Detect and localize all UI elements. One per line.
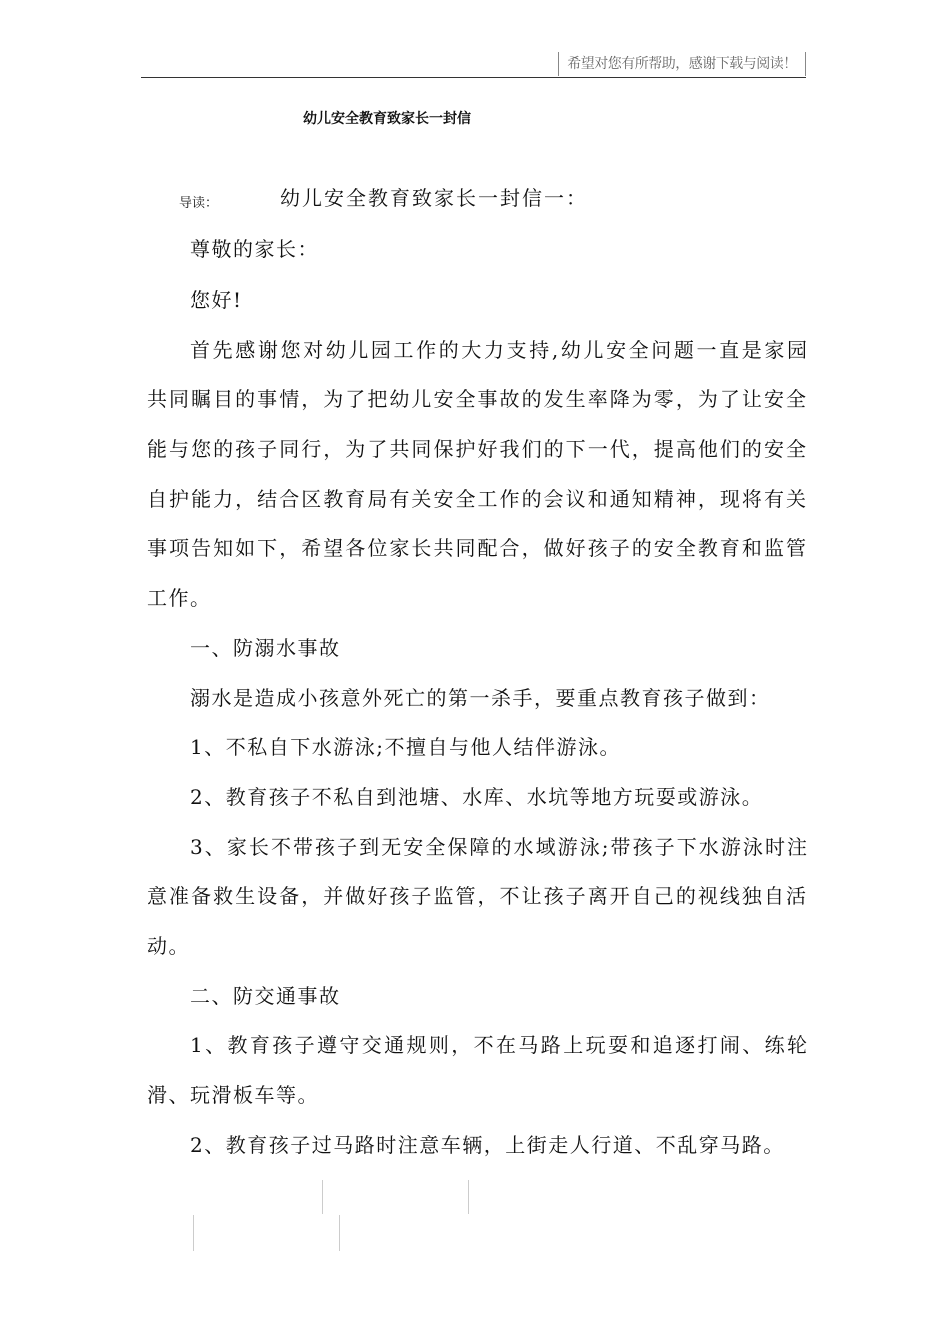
list-item: 1、不私自下水游泳;不擅自与他人结伴游泳。	[190, 735, 621, 759]
table-border-fragment	[468, 1180, 469, 1214]
list-item: 1、教育孩子遵守交通规则，不在马路上玩耍和追逐打闹、练轮	[190, 1033, 807, 1057]
salutation: 尊敬的家长：	[190, 237, 319, 261]
intro-line: 自护能力，结合区教育局有关安全工作的会议和通知精神，现将有关	[147, 487, 806, 511]
table-border-fragment	[339, 1215, 340, 1251]
table-border-fragment	[322, 1180, 323, 1214]
document-title: 幼儿安全教育致家长一封信	[303, 111, 471, 127]
intro-line: 共同瞩目的事情，为了把幼儿安全事故的发生率降为零，为了让安全	[147, 387, 806, 411]
intro-line: 首先感谢您对幼儿园工作的大力支持,幼儿安全问题一直是家园	[190, 338, 807, 362]
letter-subtitle: 幼儿安全教育致家长一封信一：	[280, 186, 588, 210]
section-lead: 溺水是造成小孩意外死亡的第一杀手，要重点教育孩子做到：	[190, 686, 771, 710]
greeting: 您好!	[190, 288, 243, 312]
list-item: 3、家长不带孩子到无安全保障的水域游泳;带孩子下水游泳时注	[190, 835, 807, 859]
intro-line: 能与您的孩子同行，为了共同保护好我们的下一代，提高他们的安全	[147, 437, 806, 461]
intro-line: 工作。	[147, 586, 212, 610]
list-item-continued: 意准备救生设备，并做好孩子监管，不让孩子离开自己的视线独自活	[147, 884, 806, 908]
list-item-continued: 滑、玩滑板车等。	[147, 1083, 319, 1107]
section-heading-drowning: 一、防溺水事故	[190, 636, 341, 660]
header-rule	[141, 77, 806, 78]
intro-line: 事项告知如下，希望各位家长共同配合，做好孩子的安全教育和监管	[147, 536, 806, 560]
list-item: 2、教育孩子不私自到池塘、水库、水坑等地方玩耍或游泳。	[190, 785, 764, 809]
list-item: 2、教育孩子过马路时注意车辆，上街走人行道、不乱穿马路。	[190, 1133, 785, 1157]
section-heading-traffic: 二、防交通事故	[190, 984, 341, 1008]
header-tagline: 希望对您有所帮助，感谢下载与阅读！	[558, 52, 806, 76]
table-border-fragment	[193, 1215, 194, 1251]
list-item-continued: 动。	[147, 934, 190, 958]
guide-label: 导读：	[179, 196, 219, 211]
